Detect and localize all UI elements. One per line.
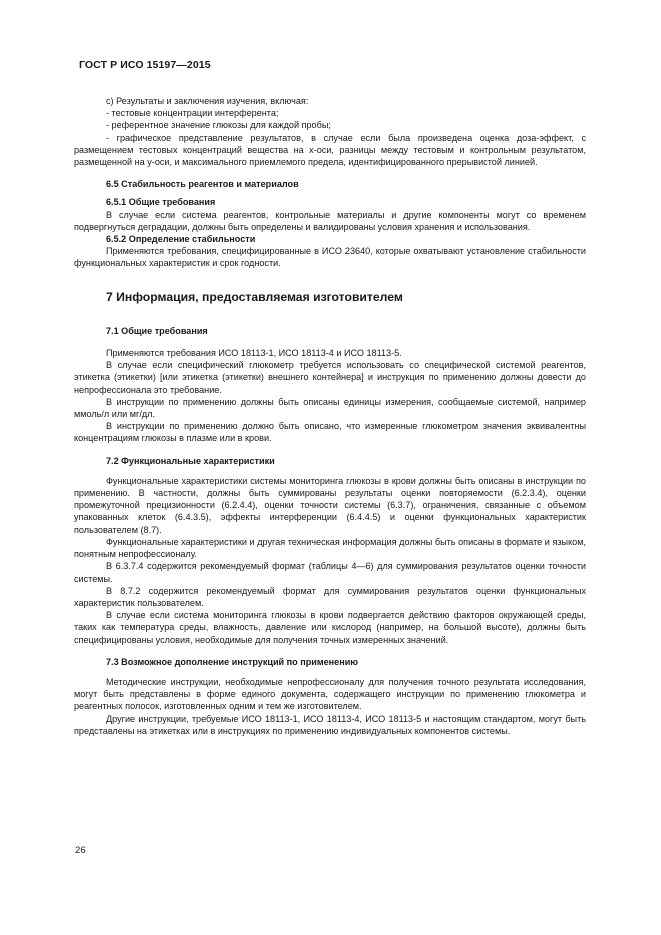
paragraph: В 8.7.2 содержится рекомендуемый формат для суммирования результатов оценки функциональных характеристик пользователем. <box>74 585 586 608</box>
section-heading-6-5: 6.5 Стабильность реагентов и материалов <box>106 179 299 190</box>
document-header: ГОСТ Р ИСО 15197—2015 <box>79 59 211 71</box>
paragraph: c) Результаты и заключения изучения, включая: <box>106 96 309 106</box>
paragraph: Другие инструкции, требуемые ИСО 18113-1, ИСО 18113-4, ИСО 18113-5 и настоящим стандартом, могут быть представлены на этикетках или в инструкциях по применению индивидуальных компонентов системы. <box>74 713 586 736</box>
paragraph: Функциональные характеристики системы мониторинга глюкозы в крови должны быть описаны в инструкции по применению. В частности, должны быть суммированы результаты оценки повторяемости (6.2.3.4), оценки промежуточной прецизионности (6.2.4.4), оценки точности системы (6.3.7), ограничения, связанные с объемом упакованных клеток (6.4.3.5), эффекты интерференции (6.4.4.5) и оценки функциональных характеристик пользователем (8.7). <box>74 475 586 535</box>
paragraph: Применяются требования ИСО 18113-1, ИСО 18113-4 и ИСО 18113-5. <box>106 348 402 359</box>
paragraph: В случае если система реагентов, контрольные материалы и другие компоненты могут со временем подвергнуться деградации, должны быть определены и валидированы условия хранения и использования. <box>74 209 586 232</box>
page-number: 26 <box>75 845 86 856</box>
section-heading-7-2: 7.2 Функциональные характеристики <box>106 455 275 466</box>
paragraph: Применяются требования, специфицированные в ИСО 23640, которые охватывают установление стабильности функциональных характеристик и срок годности. <box>74 246 586 269</box>
section-heading-7-1: 7.1 Общие требования <box>106 325 208 336</box>
paragraph: В инструкции по применению должны быть описаны единицы измерения, сообщаемые системой, например ммоль/л или мг/дл. <box>74 396 586 420</box>
paragraph: Функциональные характеристики и другая техническая информация должны быть описаны в формате и языком, понятным непрофессионалу. <box>74 536 586 560</box>
document-body <box>74 95 586 737</box>
paragraph: В 6.3.7.4 содержится рекомендуемый формат (таблицы 4—6) для суммирования результатов оценки точности системы. <box>74 561 586 584</box>
paragraph: В случае если система мониторинга глюкозы в крови подвергается действию факторов окружающей среды, таких как температура среды, влажность, давление или кислород (например, на большой высоте), должны быть специфицированы условия, необходимые для получения точных измеренных значений. <box>74 610 586 645</box>
list-item: - тестовые концентрации интерферента; <box>106 108 279 119</box>
paragraph: В инструкции по применению должно быть описано, что измеренные глюкометром значения эквивалентны концентрациям глюкозы в плазме или в крови. <box>74 421 586 444</box>
section-heading-7-3: 7.3 Возможное дополнение инструкций по применению <box>106 656 359 667</box>
list-item: - графическое представление результатов, в случае если была произведена оценка доза-эффект, с размещением тестовых концентраций вещества на x-оси, разницы между тестовым и контрольным результатом, размещенной на y-оси, и максимального приемлемого предела, идентифицированного прерывистой линией. <box>74 132 586 168</box>
subsection-heading-6-5-2: 6.5.2 Определение стабильности <box>106 234 256 245</box>
subsection-heading-6-5-1: 6.5.1 Общие требования <box>106 197 216 208</box>
paragraph: В случае если специфический глюкометр требуется использовать со специфической системой реагентов, этикетка (этикетки) [или этикетка (этикетки) внешнего контейнера] и инструкция по применению должны довести до непрофессионала это требование. <box>74 360 586 395</box>
chapter-heading-7: 7 Информация, предоставляемая изготовителем <box>106 289 403 304</box>
paragraph: Методические инструкции, необходимые непрофессионалу для получения точного результата исследования, могут быть представлены в форме единого документа, содержащего инструкции по применению глюкометра и реагентных полосок, изготовленных одним и тем же изготовителем. <box>74 676 586 712</box>
list-item: - референтное значение глюкозы для каждой пробы; <box>106 120 331 131</box>
